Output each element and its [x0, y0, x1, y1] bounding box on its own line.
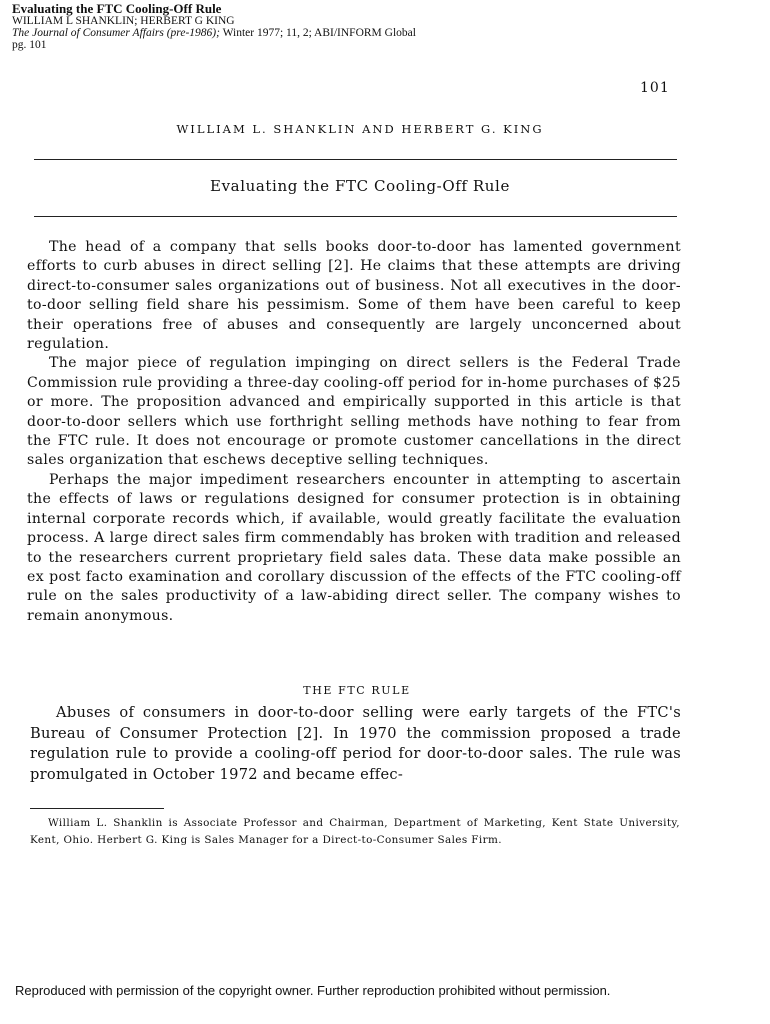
title-rule-top [34, 159, 677, 160]
header-page: pg. 101 [12, 39, 47, 51]
footnote-text: William L. Shanklin is Associate Professor and Chairman, Department of Marketing, Kent State University, Kent, Ohio. Herbert G. King is Sales Manager for a Direct-to-Consumer Sales Firm. [30, 817, 680, 846]
footnote [30, 815, 680, 848]
paragraph: Abuses of consumers in door-to-door selling were early targets of the FTC's Bureau of Consumer Protection [2]. In 1970 the commission proposed a trade regulation rule to provide a cooling-off period for door-to-door sales. The rule was promulgated in October 1972 and became effec- [30, 704, 681, 783]
header-citation [12, 27, 416, 39]
section-body [30, 703, 681, 785]
title-rule-bottom [34, 216, 677, 217]
header-title: Evaluating the FTC Cooling-Off Rule [12, 1, 222, 16]
header-authors: WILLIAM L SHANKLIN; HERBERT G KING [12, 15, 235, 27]
byline [0, 122, 770, 136]
reproduction-notice: Reproduced with permission of the copyright owner. Further reproduction prohibited without permission. [15, 983, 611, 998]
section-heading: THE FTC RULE [303, 684, 411, 697]
byline-text: WILLIAM L. SHANKLIN AND HERBERT G. KING [176, 122, 544, 136]
citation-header [12, 2, 416, 51]
header-journal: The Journal of Consumer Affairs (pre-1986); [12, 27, 220, 39]
page-number: 101 [640, 80, 670, 96]
paragraph: The head of a company that sells books door-to-door has lamented government efforts to curb abuses in direct selling [2]. He claims that these attempts are driving direct-to-consumer sales organizations out of business. Not all executives in the door-to-door selling field share his pessimism. Some of them have been careful to keep their operations free of abuses and consequently are largely unconcerned about regulation. [27, 239, 681, 353]
article-title: Evaluating the FTC Cooling-Off Rule [210, 177, 510, 195]
paragraph: Perhaps the major impediment researchers encounter in attempting to ascertain the effects of laws or regulations designed for consumer protection is in obtaining internal corporate records which, if available, would greatly facilitate the evaluation process. A large direct sales firm commendably has broken with tradition and released to the researchers current proprietary field sales data. These data make possible an ex post facto examination and corollary discussion of the effects of the FTC cooling-off rule on the sales productivity of a law-abiding direct seller. The company wishes to remain anonymous. [27, 471, 681, 624]
article-body [27, 238, 681, 626]
header-citation-rest: Winter 1977; 11, 2; ABI/INFORM Global [219, 27, 416, 39]
footnote-rule [30, 808, 164, 809]
paragraph: The major piece of regulation impinging on direct sellers is the Federal Trade Commission rule providing a three-day cooling-off period for in-home purchases of $25 or more. The proposition advanced and empirically supported in this article is that door-to-door sellers which use forthright selling methods have nothing to fear from the FTC rule. It does not encourage or promote customer cancellations in the direct sales organization that eschews deceptive selling techniques. [27, 355, 681, 469]
